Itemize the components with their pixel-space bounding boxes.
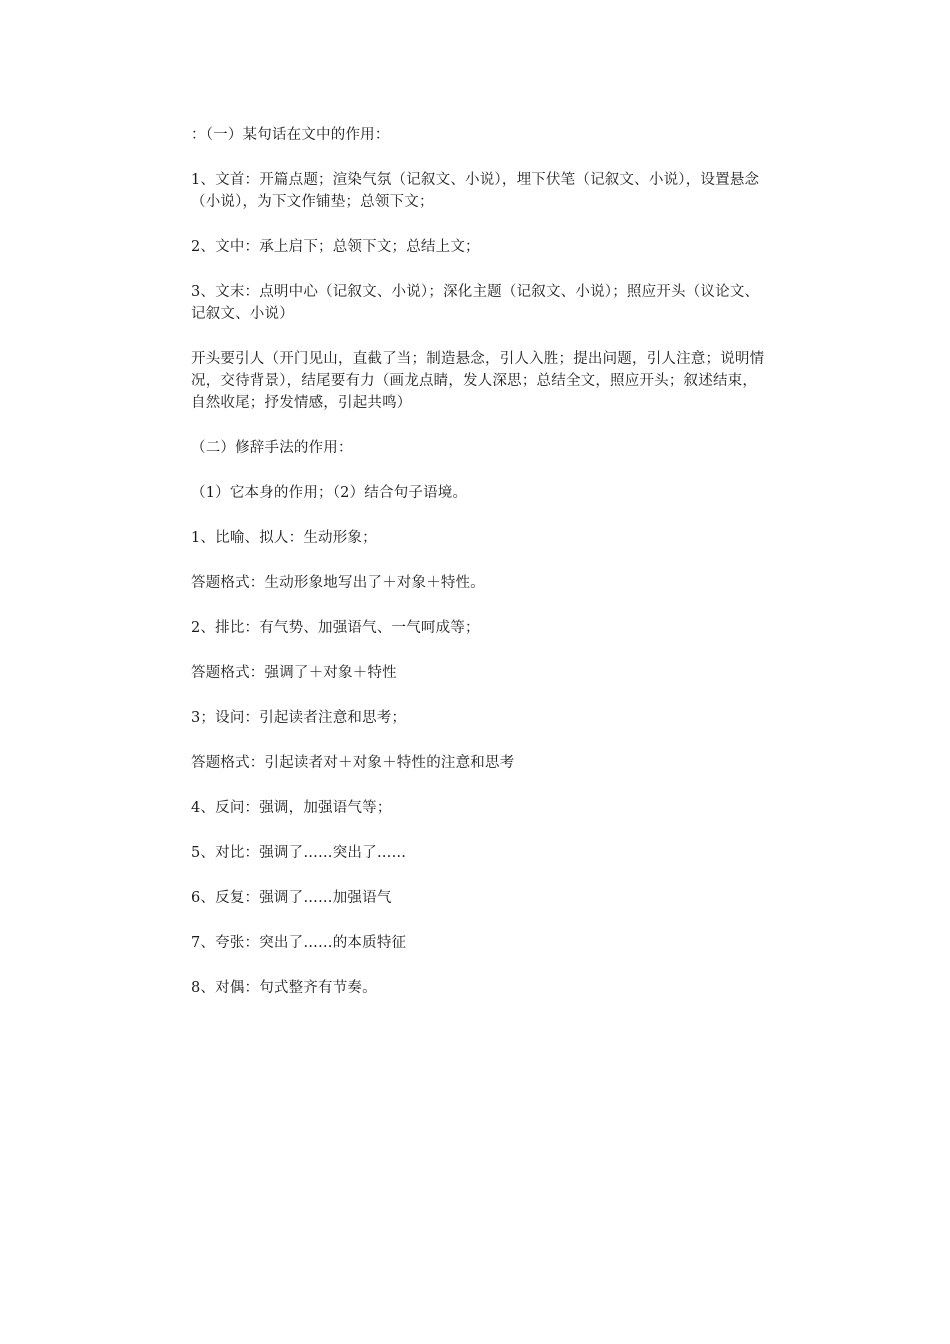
paragraph-2: 1、文首：开篇点题；渲染气氛（记叙文、小说），埋下伏笔（记叙文、小说），设置悬念（小说），为下文作铺垫；总领下文； <box>191 172 760 210</box>
paragraph-11: 答题格式：强调了＋对象＋特性 <box>191 665 397 681</box>
paragraph-15: 5、对比：强调了……突出了…… <box>191 845 407 861</box>
paragraph-7: （1）它本身的作用；（2）结合句子语境。 <box>191 485 468 501</box>
paragraph-13: 答题格式：引起读者对＋对象＋特性的注意和思考 <box>191 755 515 771</box>
paragraph-3: 2、文中：承上启下；总领下文；总结上文； <box>191 239 480 255</box>
paragraph-16: 6、反复：强调了……加强语气 <box>191 890 392 906</box>
paragraph-1: ：（一）某句话在文中的作用： <box>191 127 390 143</box>
document-body <box>191 124 771 1022</box>
paragraph-18: 8、对偶：句式整齐有节奏。 <box>191 980 377 996</box>
paragraph-4: 3、文末：点明中心（记叙文、小说）；深化主题（记叙文、小说）；照应开头（议论文、记叙文、小说） <box>191 284 760 322</box>
paragraph-5: 开头要引人（开门见山，直截了当；制造悬念，引人入胜；提出问题，引人注意；说明情况，交待背景），结尾要有力（画龙点睛，发人深思；总结全文，照应开头；叙述结束，自然收尾；抒发情感，引起共鸣） <box>191 351 765 411</box>
paragraph-10: 2、排比：有气势、加强语气、一气呵成等； <box>191 620 480 636</box>
paragraph-8: 1、比喻、拟人：生动形象； <box>191 530 377 546</box>
paragraph-9: 答题格式：生动形象地写出了＋对象＋特性。 <box>191 575 485 591</box>
paragraph-6: （二）修辞手法的作用： <box>191 440 353 456</box>
paragraph-17: 7、夸张：突出了……的本质特征 <box>191 935 407 951</box>
paragraph-12: 3；设问：引起读者注意和思考； <box>191 710 407 726</box>
paragraph-14: 4、反问：强调，加强语气等； <box>191 800 392 816</box>
